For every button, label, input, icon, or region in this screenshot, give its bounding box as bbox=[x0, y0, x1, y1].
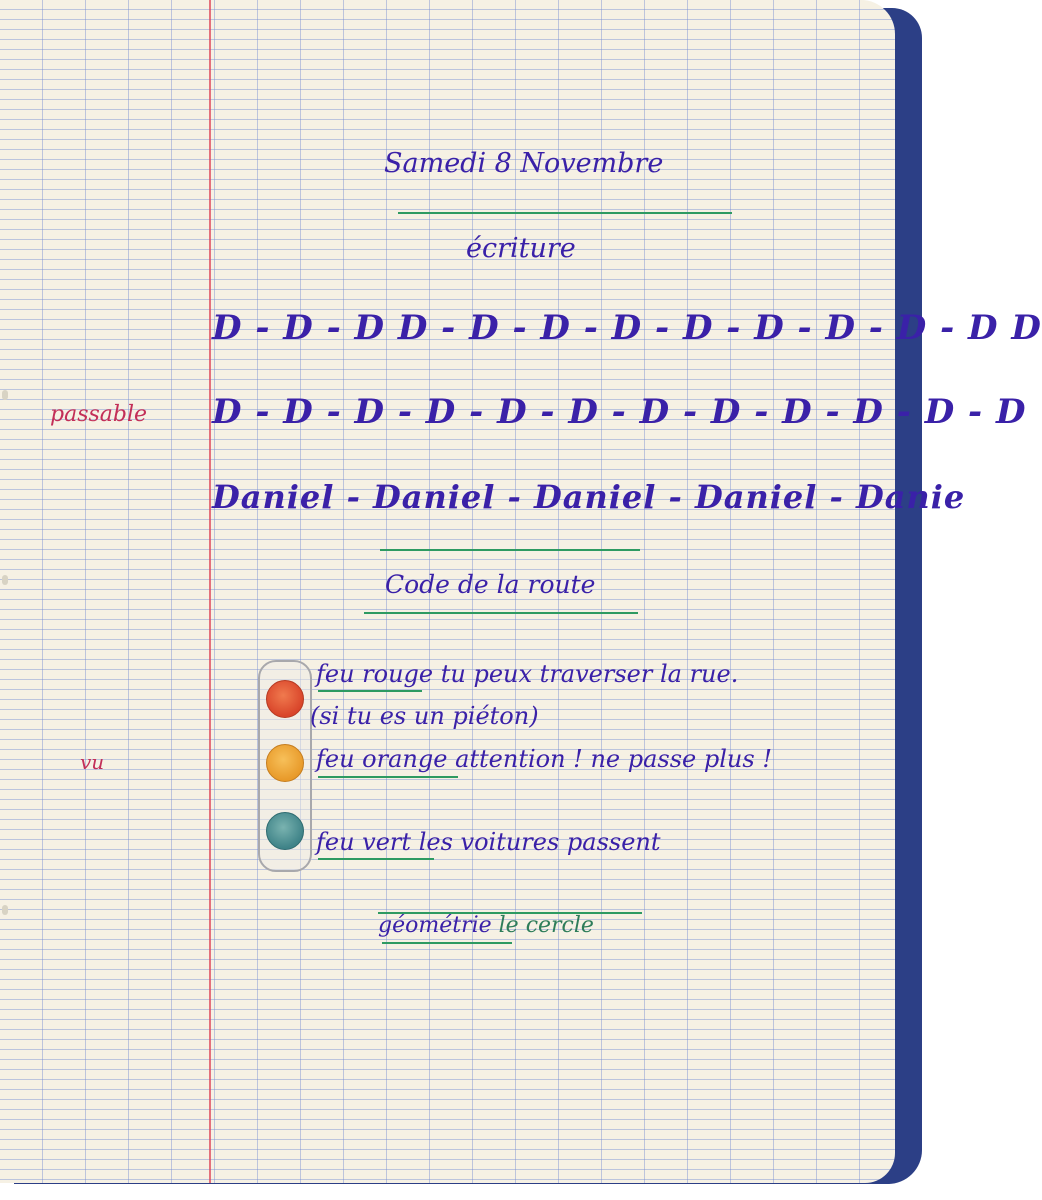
seen-note: vu bbox=[80, 750, 105, 774]
geometry-line bbox=[378, 913, 594, 938]
geometry-rule-top bbox=[378, 912, 642, 914]
header-rule bbox=[398, 212, 732, 214]
road-keyword-orange: feu orange bbox=[316, 745, 448, 773]
binding-hole bbox=[2, 905, 8, 915]
red-light-icon bbox=[266, 680, 304, 718]
title-rule-top bbox=[380, 549, 640, 551]
geometry-underline bbox=[382, 942, 512, 944]
road-text-green: les voitures passent bbox=[411, 828, 661, 856]
underline-red bbox=[318, 690, 422, 692]
road-keyword-red: feu rouge bbox=[316, 660, 434, 688]
road-text-orange: attention ! ne passe plus ! bbox=[447, 745, 772, 773]
underline-green bbox=[318, 858, 434, 860]
green-light-icon bbox=[266, 812, 304, 850]
grade-note: passable bbox=[50, 402, 148, 427]
geometry-topic: le cercle bbox=[491, 913, 594, 938]
road-line-red bbox=[316, 660, 738, 688]
road-keyword-green: feu vert bbox=[316, 828, 412, 856]
page-date: Samedi 8 Novembre bbox=[384, 148, 664, 179]
road-line-pedestrian: (si tu es un piéton) bbox=[310, 702, 539, 730]
road-line-orange bbox=[316, 745, 772, 773]
writing-row-3: Daniel - Daniel - Daniel - Daniel - Danie bbox=[212, 478, 966, 516]
binding-hole bbox=[2, 390, 8, 400]
writing-row-2: D - D - D - D - D - D - D - D - D - D - D - D bbox=[212, 392, 1027, 432]
binding-hole bbox=[2, 575, 8, 585]
road-code-title: Code de la route bbox=[385, 570, 596, 599]
geometry-keyword: géométrie bbox=[378, 913, 492, 938]
underline-orange bbox=[318, 776, 458, 778]
orange-light-icon bbox=[266, 744, 304, 782]
subject-title: écriture bbox=[466, 233, 576, 264]
title-rule-bottom bbox=[364, 612, 638, 614]
margin-line bbox=[209, 0, 211, 1183]
writing-row-1: D - D - D D - D - D - D - D - D - D - D - D D bbox=[212, 308, 1042, 348]
road-line-green bbox=[316, 828, 661, 856]
traffic-light-drawing bbox=[258, 660, 312, 872]
road-text-red: tu peux traverser la rue. bbox=[433, 660, 739, 688]
